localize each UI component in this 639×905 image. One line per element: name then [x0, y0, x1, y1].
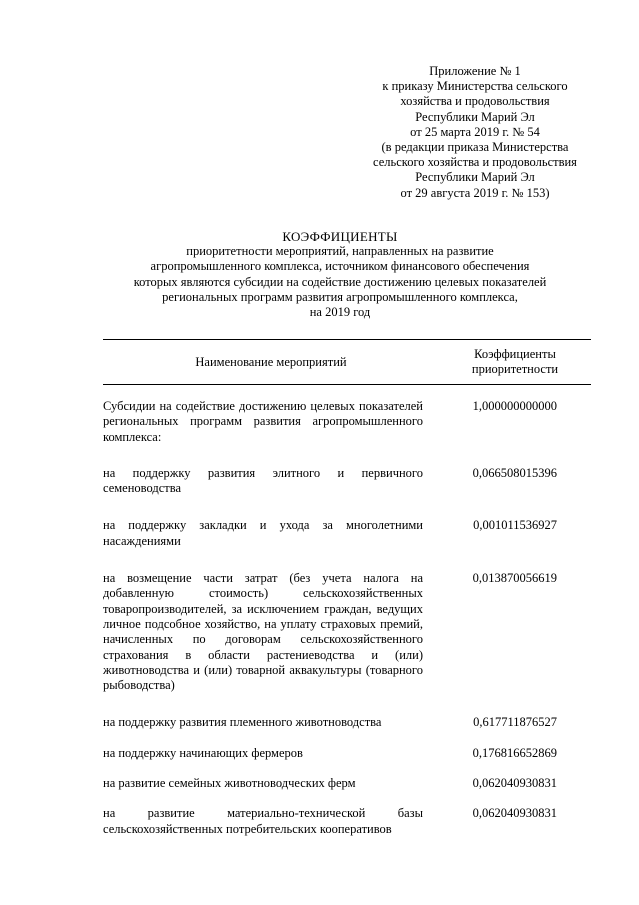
measure-name: на развитие семейных животноводческих ферм — [103, 776, 356, 791]
document-title: КОЭФФИЦИЕНТЫ — [282, 229, 398, 244]
table-row — [103, 806, 591, 837]
measure-name: на поддержку закладки и ухода за многолетними насаждениями — [103, 518, 423, 548]
measure-name: на поддержку развития элитного и первичного семеноводства — [103, 465, 423, 496]
heading-line: региональных программ развития агропромышленного комплекса, — [162, 289, 518, 304]
table-row — [103, 571, 591, 693]
appendix-line: Республики Марий Эл — [415, 170, 535, 185]
appendix-line: от 25 марта 2019 г. № 54 — [410, 124, 540, 139]
coefficient-value: 0,176816652869 — [472, 745, 557, 760]
table-row — [103, 776, 591, 791]
coefficient-value: 0,066508015396 — [472, 465, 557, 480]
coefficient-value: 0,062040930831 — [472, 806, 557, 821]
column-header-coefficient — [439, 347, 591, 378]
measure-name: Субсидии на содействие достижению целевых показателей региональных программ развития агропромышленного комплекса: — [103, 399, 423, 444]
heading-line: агропромышленного комплекса, источником финансового обеспечения — [150, 259, 530, 274]
measure-name: на развитие материально-технической базы сельскохозяйственных потребительских кооперативов — [103, 806, 423, 836]
coefficient-value: 0,062040930831 — [472, 776, 557, 791]
appendix-line: от 29 августа 2019 г. № 153) — [400, 185, 550, 200]
document-heading — [100, 229, 580, 320]
coefficients-table — [103, 339, 591, 837]
column-header-name: Наименование мероприятий — [195, 354, 347, 369]
heading-line: на 2019 год — [309, 305, 371, 320]
heading-line: которых являются субсидии на содействие достижению целевых показателей — [133, 274, 547, 289]
heading-line: приоритетности мероприятий, направленных на развитие — [186, 244, 494, 259]
appendix-header — [360, 64, 590, 201]
coefficient-value: 1,000000000000 — [472, 399, 557, 413]
coefficient-value: 0,001011536927 — [473, 518, 557, 533]
measure-name: на возмещение части затрат (без учета налога на добавленную стоимость) сельскохозяйственных товаропроизводителей, за исключением граждан, ведущих личное подсобное хозяйство, на уплату страховых премий, начисленных по договорам сельскохозяйственного страхования в области растениеводства и (или) животноводства и (или) товарной аквакультуры (товарного рыбоводства) — [103, 571, 423, 693]
appendix-line: (в редакции приказа Министерства — [381, 140, 569, 155]
measure-name: на поддержку начинающих фермеров — [103, 745, 303, 760]
table-row — [103, 715, 591, 730]
table-row — [103, 518, 591, 549]
appendix-line: Республики Марий Эл — [415, 109, 535, 124]
appendix-line: Приложение № 1 — [429, 64, 521, 78]
table-header-rule — [103, 384, 591, 385]
coefficient-value: 0,013870056619 — [472, 571, 557, 586]
appendix-line: сельского хозяйства и продовольствия — [373, 155, 577, 170]
table-row — [103, 746, 591, 761]
coefficient-value: 0,617711876527 — [473, 715, 557, 730]
appendix-line: хозяйства и продовольствия — [400, 94, 550, 109]
table-row — [103, 466, 591, 497]
table-row — [103, 399, 591, 445]
column-header-coefficient-line: приоритетности — [471, 362, 559, 376]
column-header-coefficient-line: Коэффициенты — [474, 346, 556, 361]
table-header-row — [103, 340, 591, 384]
appendix-line: к приказу Министерства сельского — [382, 79, 568, 94]
measure-name: на поддержку развития племенного животноводства — [103, 715, 382, 730]
